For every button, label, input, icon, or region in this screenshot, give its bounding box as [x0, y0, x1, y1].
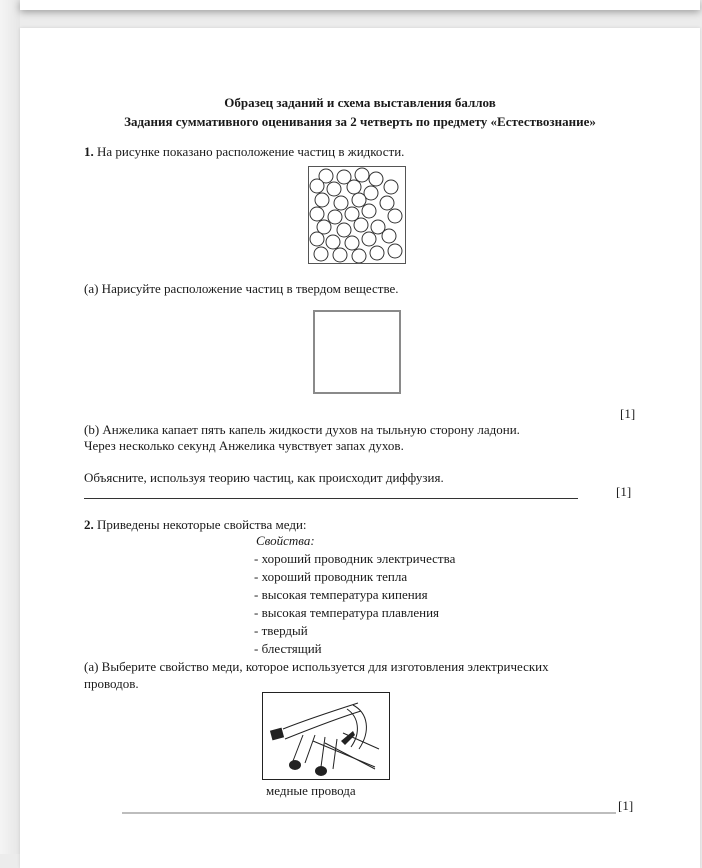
question-2 [84, 517, 307, 533]
question-number: 1. [84, 144, 94, 159]
copper-wires-image [262, 692, 390, 780]
document-subtitle: Задания суммативного оценивания за 2 четверть по предмету «Естествознание» [124, 114, 596, 129]
property-item: - хороший проводник электричества [254, 551, 456, 566]
liquid-particles-diagram [308, 166, 406, 264]
drawing-answer-box[interactable] [313, 310, 401, 394]
question-number: 2. [84, 517, 94, 532]
property-item: - высокая температура кипения [254, 587, 428, 602]
property-item: - твердый [254, 623, 308, 638]
mark-2a: [1] [618, 798, 634, 813]
mark-1b: [1] [616, 484, 632, 499]
copper-wires-icon [263, 693, 389, 779]
properties-heading: Свойства: [256, 533, 315, 548]
property-item: - блестящий [254, 641, 322, 656]
document-page [20, 28, 700, 868]
question-2a-line1: (a) Выберите свойство меди, которое используется для изготовления электрических [84, 659, 549, 674]
particles-icon [309, 167, 405, 263]
question-text: На рисунке показано расположение частиц в жидкости. [97, 144, 405, 159]
answer-line-2a[interactable] [122, 812, 616, 814]
viewer-background [0, 0, 20, 854]
question-2a-line2: проводов. [84, 676, 139, 691]
figure-caption: медные провода [266, 783, 356, 798]
question-1b-line1: (b) Анжелика капает пять капель жидкости духов на тыльную сторону ладони. [84, 422, 520, 437]
property-item: - высокая температура плавления [254, 605, 440, 620]
question-1b-prompt: Объясните, используя теорию частиц, как происходит диффузия. [84, 470, 444, 485]
document-title: Образец заданий и схема выставления баллов [224, 95, 496, 110]
property-item: - хороший проводник тепла [254, 569, 408, 584]
question-1 [84, 144, 404, 160]
previous-page-bottom [20, 0, 700, 10]
answer-line-1b[interactable] [84, 498, 578, 499]
mark-1a: [1] [620, 406, 636, 421]
question-1b-line2: Через несколько секунд Анжелика чувствует запах духов. [84, 438, 404, 453]
question-1a-text: (a) Нарисуйте расположение частиц в твердом веществе. [84, 281, 399, 296]
question-text: Приведены некоторые свойства меди: [97, 517, 307, 532]
